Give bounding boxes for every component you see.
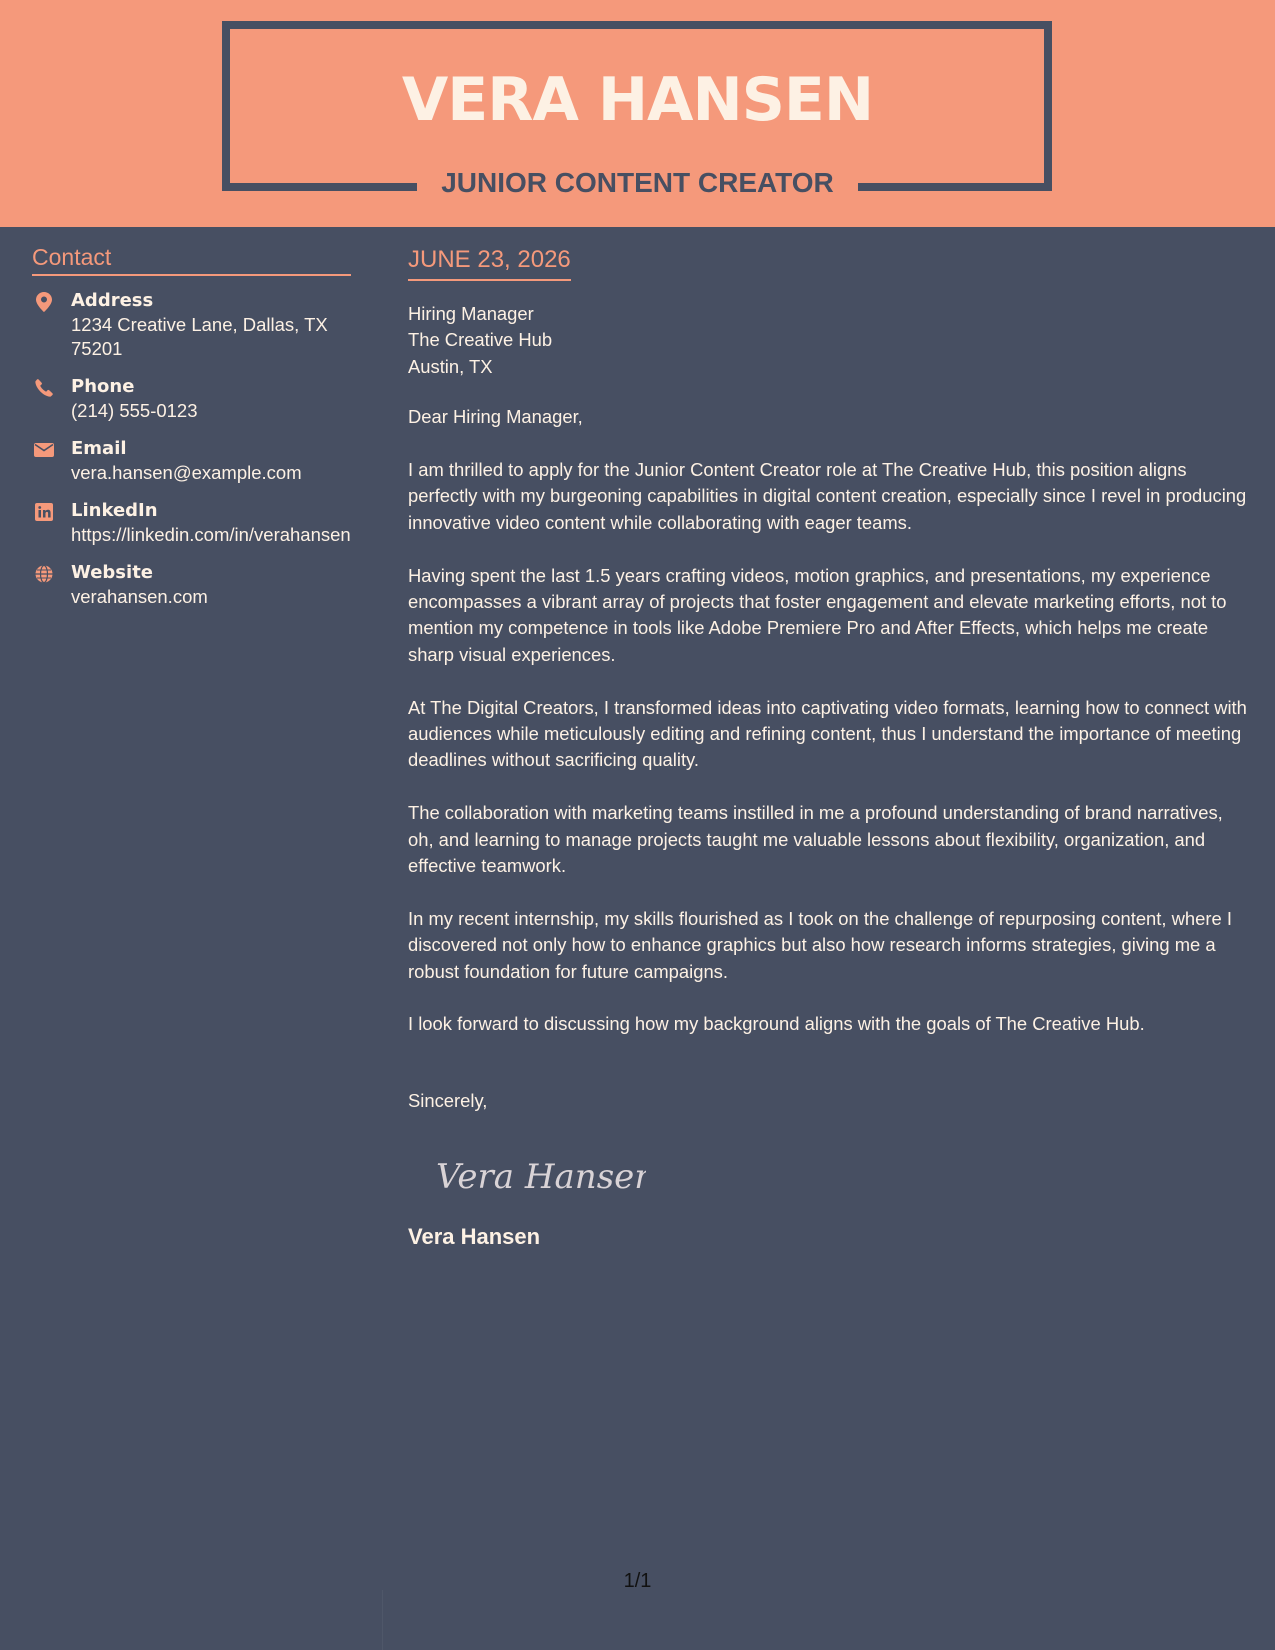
- letter-paragraph: I look forward to discussing how my background aligns with the goals of The Creative Hub.: [408, 1013, 1145, 1035]
- letter-body: [408, 243, 1248, 1251]
- salutation: Dear Hiring Manager,: [408, 406, 583, 428]
- contact-label: Phone: [71, 376, 135, 397]
- contact-item-phone: [32, 374, 351, 423]
- address-value: 1234 Creative Lane, Dallas, TX 75201: [71, 314, 328, 359]
- letter-paragraph: Having spent the last 1.5 years crafting videos, motion graphics, and presentations, my experience encompasses a vibrant array of projects that foster engagement and elevate marketing efforts, not to mention my competence in tools like Adobe Premiere Pro and After Effects, which helps me create sharp visual experiences.: [408, 564, 1227, 665]
- phone-value: (214) 555-0123: [71, 400, 198, 421]
- contact-label: Address: [71, 290, 154, 311]
- contact-label: Website: [71, 562, 154, 583]
- job-title: JUNIOR CONTENT CREATOR: [441, 167, 834, 198]
- recipient-line: Austin, TX: [408, 355, 493, 377]
- email-value[interactable]: vera.hansen@example.com: [71, 462, 302, 483]
- closing: Sincerely,: [408, 1089, 488, 1111]
- contact-sidebar: [32, 243, 351, 622]
- letter-paragraph: In my recent internship, my skills flourished as I took on the challenge of repurposing content, where I discovered not only how to enhance graphics but also how research informs strategies, giving me a robust foundation for future campaigns.: [408, 907, 1232, 982]
- linkedin-value[interactable]: https://linkedin.com/in/verahansen: [71, 524, 351, 545]
- contact-heading: Contact: [32, 243, 351, 276]
- contact-label: LinkedIn: [71, 500, 158, 521]
- letter-paragraph: The collaboration with marketing teams instilled in me a profound understanding of brand narratives, oh, and learning to manage projects taught me valuable lessons about flexibility, organization, and effective teamwork.: [408, 802, 1223, 877]
- globe-icon: [34, 564, 54, 584]
- contact-item-address: [32, 288, 351, 361]
- recipient-block: [408, 301, 1248, 380]
- recipient-line: The Creative Hub: [408, 329, 553, 351]
- recipient-line: Hiring Manager: [408, 303, 534, 324]
- envelope-icon: [34, 440, 54, 460]
- contact-label: Email: [71, 438, 127, 459]
- letter-paragraph: I am thrilled to apply for the Junior Content Creator role at The Creative Hub, this position aligns perfectly with my burgeoning capabilities in digital content creation, especially since I revel in producing innovative video content while collaborating with eager teams.: [408, 459, 1247, 533]
- applicant-name: VERA HANSEN: [401, 65, 874, 135]
- contact-item-website: [32, 560, 351, 609]
- header-banner: [0, 0, 1275, 227]
- signature-text: Vera Hansen: [436, 1157, 646, 1198]
- contact-item-linkedin: [32, 498, 351, 547]
- page-number: 1/1: [623, 1570, 652, 1592]
- linkedin-icon: [34, 502, 54, 522]
- signed-name: Vera Hansen: [408, 1224, 541, 1250]
- map-pin-icon: [34, 292, 54, 312]
- divider: [382, 1590, 383, 1650]
- website-value[interactable]: verahansen.com: [71, 586, 208, 607]
- contact-item-email: [32, 436, 351, 485]
- handwritten-signature: [436, 1144, 1248, 1204]
- phone-icon: [34, 378, 54, 398]
- letter-date: JUNE 23, 2026: [408, 243, 571, 281]
- letter-paragraph: At The Digital Creators, I transformed ideas into captivating video formats, learning how to connect with audiences while meticulously editing and refining content, thus I understand the importance of meeting deadlines without sacrificing quality.: [408, 696, 1247, 771]
